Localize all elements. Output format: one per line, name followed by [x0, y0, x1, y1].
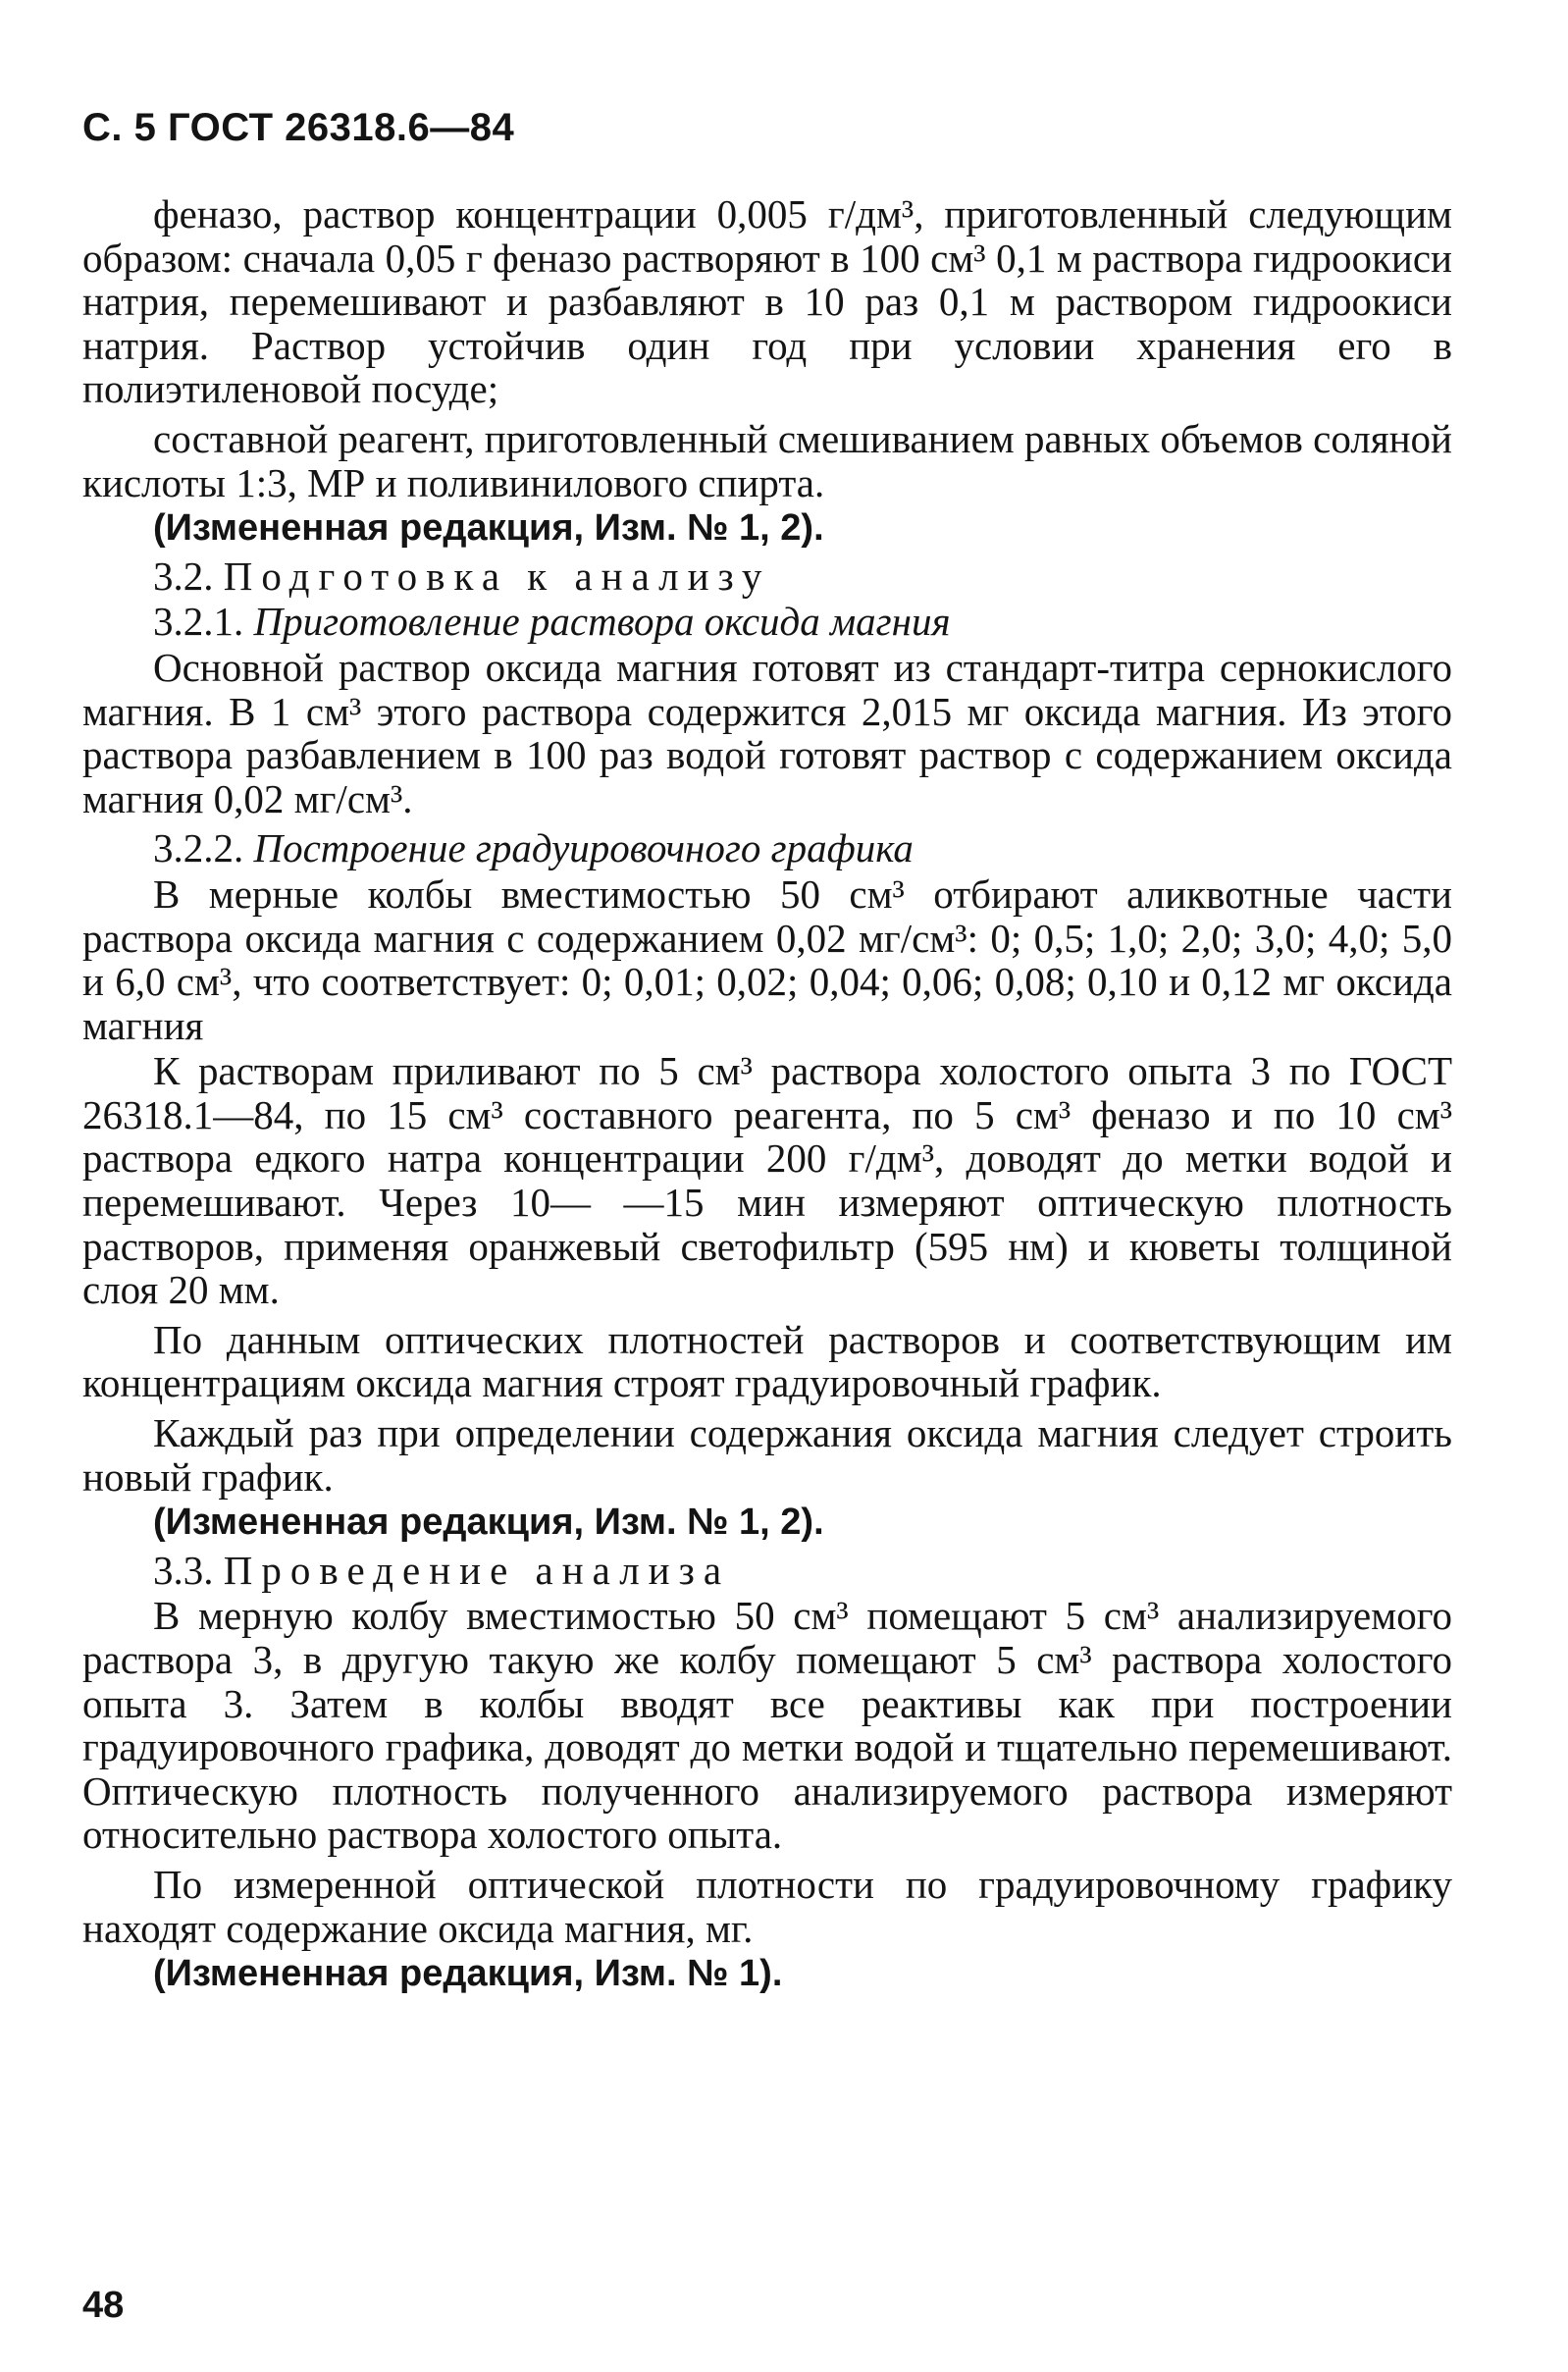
- page-header: С. 5 ГОСТ 26318.6—84: [82, 106, 515, 149]
- section-number: 3.2.1.: [153, 599, 244, 645]
- section-3-2-heading: [82, 554, 1452, 599]
- paragraph-analysis: В мерную колбу вместимостью 50 см³ помещают 5 см³ анализируемого раствора 3, в другую такую же колбу помещают 5 см³ раствора холостого опыта 3. Затем в колбы вводят все реактивы как при построении градуировочного графика, доводят до метки водой и тщательно перемешивают. Оптическую плотность полученного анализируемого раствора измеряют относительно раствора холостого опыта.: [82, 1593, 1452, 1858]
- section-title: Построение градуировочного графика: [253, 825, 914, 871]
- section-3-2-1-heading: [82, 600, 1452, 644]
- section-number: 3.2.: [153, 553, 214, 599]
- section-3-2-2-heading: [82, 826, 1452, 870]
- paragraph-reagents: К растворам приливают по 5 см³ раствора холостого опыта 3 по ГОСТ 26318.1—84, по 15 см³ составного реагента, по 5 см³ феназо и по 10 см³ раствора едкого натра концентрации 200 г/дм³, доводят до метки водой и перемешивают. Через 10— —15 мин измеряют оптическую плотность растворов, применяя оранжевый светофильтр (595 нм) и кюветы толщиной слоя 20 мм.: [82, 1048, 1452, 1313]
- paragraph-composite-reagent: составной реагент, приготовленный смешиванием равных объемов соляной кислоты 1:3, МР и поливинилового спирта.: [82, 415, 1452, 505]
- section-title: Подготовка к анализу: [223, 553, 771, 599]
- section-title: Проведение анализа: [223, 1547, 731, 1593]
- page-number: 48: [82, 2285, 125, 2326]
- paragraph-aliquots: В мерные колбы вместимостью 50 см³ отбирают аликвотные части раствора оксида магния с содержанием 0,02 мг/см³: 0; 0,5; 1,0; 2,0; 3,0; 4,0; 5,0 и 6,0 см³, что соответствует: 0; 0,01; 0,02; 0,04; 0,06; 0,08; 0,10 и 0,12 мг оксида магния: [82, 870, 1452, 1048]
- section-number: 3.3.: [153, 1547, 214, 1593]
- paragraph-graph-build: По данным оптических плотностей растворов и соответствующим им концентрациям оксида магния строят градуировочный график.: [82, 1316, 1452, 1406]
- amendment-note: (Измененная редакция, Изм. № 1).: [153, 1953, 783, 1995]
- paragraph-result: По измеренной оптической плотности по градуировочному графику находят содержание оксида магния, мг.: [82, 1861, 1452, 1951]
- paragraph-new-graph: Каждый раз при определении содержания оксида магния следует строить новый график.: [82, 1410, 1452, 1500]
- amendment-note: (Измененная редакция, Изм. № 1, 2).: [153, 1502, 824, 1544]
- section-3-3-heading: [82, 1549, 1452, 1593]
- amendment-note: (Измененная редакция, Изм. № 1, 2).: [153, 507, 824, 550]
- document-body: [82, 192, 1452, 2000]
- paragraph-fenazo: феназо, раствор концентрации 0,005 г/дм³, приготовленный следующим образом: сначала 0,05 г феназо растворяют в 100 см³ 0,1 м раствора гидроокиси натрия, перемешивают и разбавляют в 10 раз 0,1 м раствором гидроокиси натрия. Раствор устойчив один год при условии хранения его в полиэтиленовой посуде;: [82, 191, 1452, 412]
- section-number: 3.2.2.: [153, 825, 244, 871]
- section-title: Приготовление раствора оксида магния: [253, 599, 951, 645]
- paragraph-main-solution: Основной раствор оксида магния готовят из стандарт-титра сернокислого магния. В 1 см³ этого раствора содержится 2,015 мг оксида магния. Из этого раствора разбавлением в 100 раз водой готовят раствор с содержанием оксида магния 0,02 мг/см³.: [82, 644, 1452, 821]
